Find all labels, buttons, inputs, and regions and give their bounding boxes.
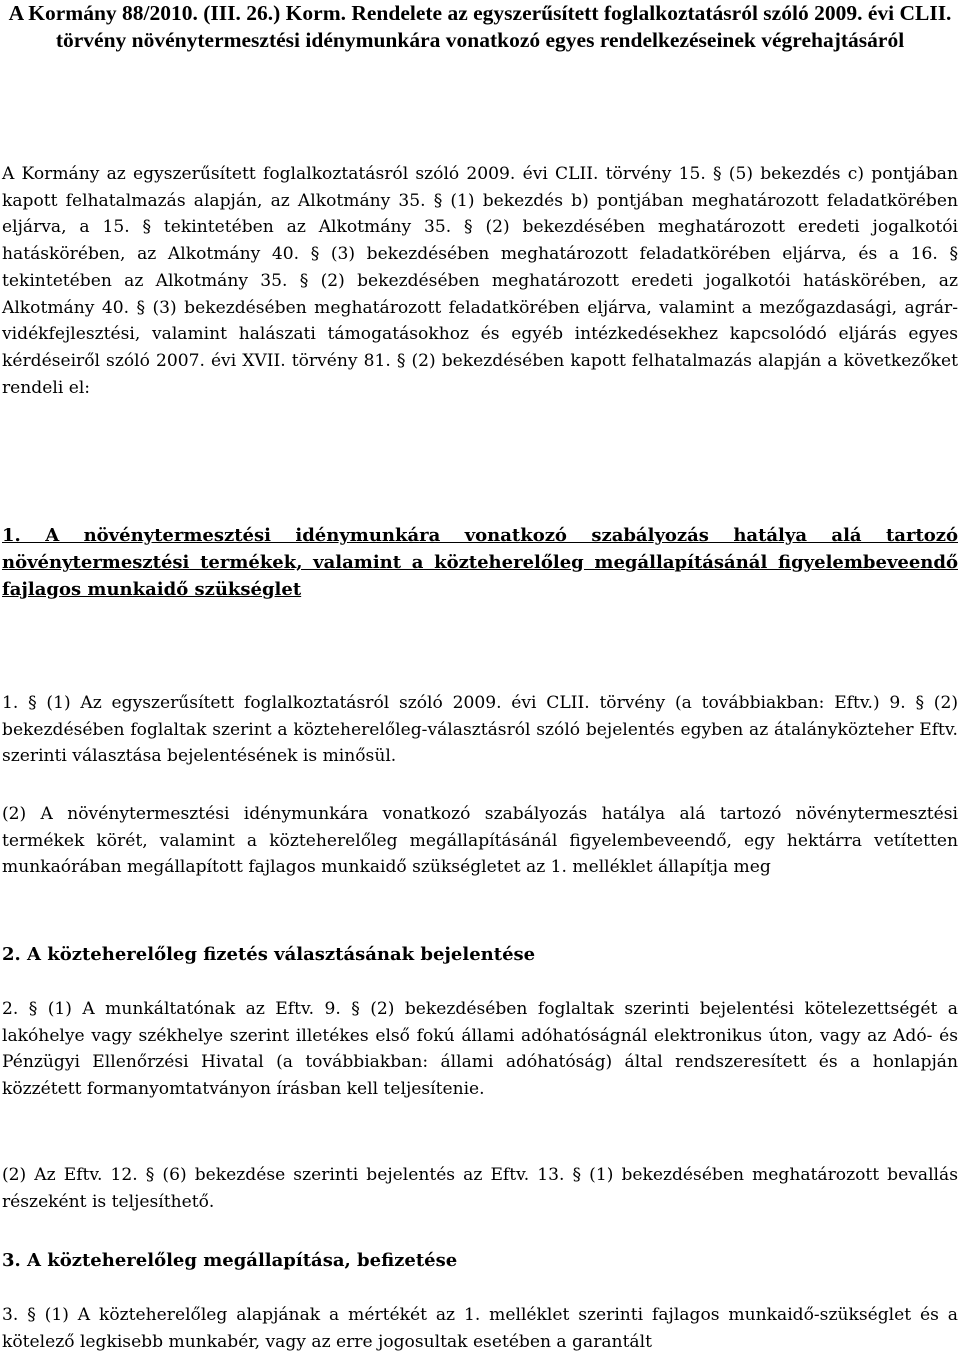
section-2-paragraph-1: 2. § (1) A munkáltatónak az Eftv. 9. § (2) bekezdésében foglaltak szerinti bejelentési kötelezettségét a lakóhelye vagy székhelye szerint illetékes első fokú állami adóhatóságnál elektronikus úton, vagy az Adó- és Pénzügyi Ellenőrzési Hivatal (a továbbiakban: állami adóhatóság) által rendszeresített és a honlapján közzétett formanyomtatványon írásban kell teljesítenie. (2, 999, 958, 1100)
preamble-paragraph: A Kormány az egyszerűsített foglalkoztatásról szóló 2009. évi CLII. törvény 15. § (5) bekezdés c) pontjában kapott felhatalmazás alapján, az Alkotmány 35. § (1) bekezdés b) pontjában meghatározott feladatkörében eljárva, a 15. § tekintetében az Alkotmány 35. § (2) bekezdésében meghatározott eredeti jogalkotói hatáskörében, az Alkotmány 40. § (3) bekezdésében meghatározott feladatkörében eljárva, és a 16. § tekintetében az Alkotmány 35. § (2) bekezdésében meghatározott eredeti jogalkotói hatáskörében, az Alkotmány 40. § (3) bekezdésében meghatározott feladatkörében eljárva, valamint a mezőgazdasági, agrár-vidékfejlesztési, valamint halászati támogatásokhoz és egyéb intézkedésekhez kapcsolódó eljárás egyes kérdéseiről szóló 2007. évi XVII. törvény 81. § (2) bekezdésében kapott felhatalmazás alapján a következőket rendeli el: (2, 164, 958, 398)
section-2-paragraph-2: (2) Az Eftv. 12. § (6) bekezdése szerinti bejelentés az Eftv. 13. § (1) bekezdésében meghatározott bevallás részeként is teljesíthető. (2, 1165, 958, 1212)
section-1-paragraph-1: 1. § (1) Az egyszerűsített foglalkoztatásról szóló 2009. évi CLII. törvény (a továbbiakban: Eftv.) 9. § (2) bekezdésében foglaltak szerint a közteherelőleg-választásról szóló bejelentés egyben az átalányközteher Eftv. szerinti választása bejelentésének is minősül. (2, 693, 958, 767)
section-1-paragraph-2: (2) A növénytermesztési idénymunkára vonatkozó szabályozás hatálya alá tartozó növénytermesztési termékek körét, valamint a közteherelőleg megállapításánál figyelembeveendő, egy hektárra vetítetten munkaórában megállapított fajlagos munkaidő szükségletet az 1. melléklet állapítja meg (2, 804, 958, 878)
section-3-paragraph-1: 3. § (1) A közteherelőleg alapjának a mértékét az 1. melléklet szerinti fajlagos munkaidő-szükséglet és a kötelező legkisebb munkabér, vagy az erre jogosultak esetében a garantált (2, 1305, 958, 1352)
section-3-heading: 3. A közteherelőleg megállapítása, befizetése (2, 1250, 458, 1271)
section-2-heading: 2. A közteherelőleg fizetés választásának bejelentése (2, 944, 536, 965)
document-title: A Kormány 88/2010. (III. 26.) Korm. Rendelete az egyszerűsített foglalkoztatásról szóló 2009. évi CLII. törvény növénytermesztési idénymunkára vonatkozó egyes rendelkezéseinek végrehajtásáról (8, 1, 952, 52)
section-1-heading: 1. A növénytermesztési idénymunkára vonatkozó szabályozás hatálya alá tartozó növénytermesztési termékek, valamint a közteherelőleg megállapításánál figyelembeveendő fajlagos munkaidő szükséglet (2, 525, 958, 600)
